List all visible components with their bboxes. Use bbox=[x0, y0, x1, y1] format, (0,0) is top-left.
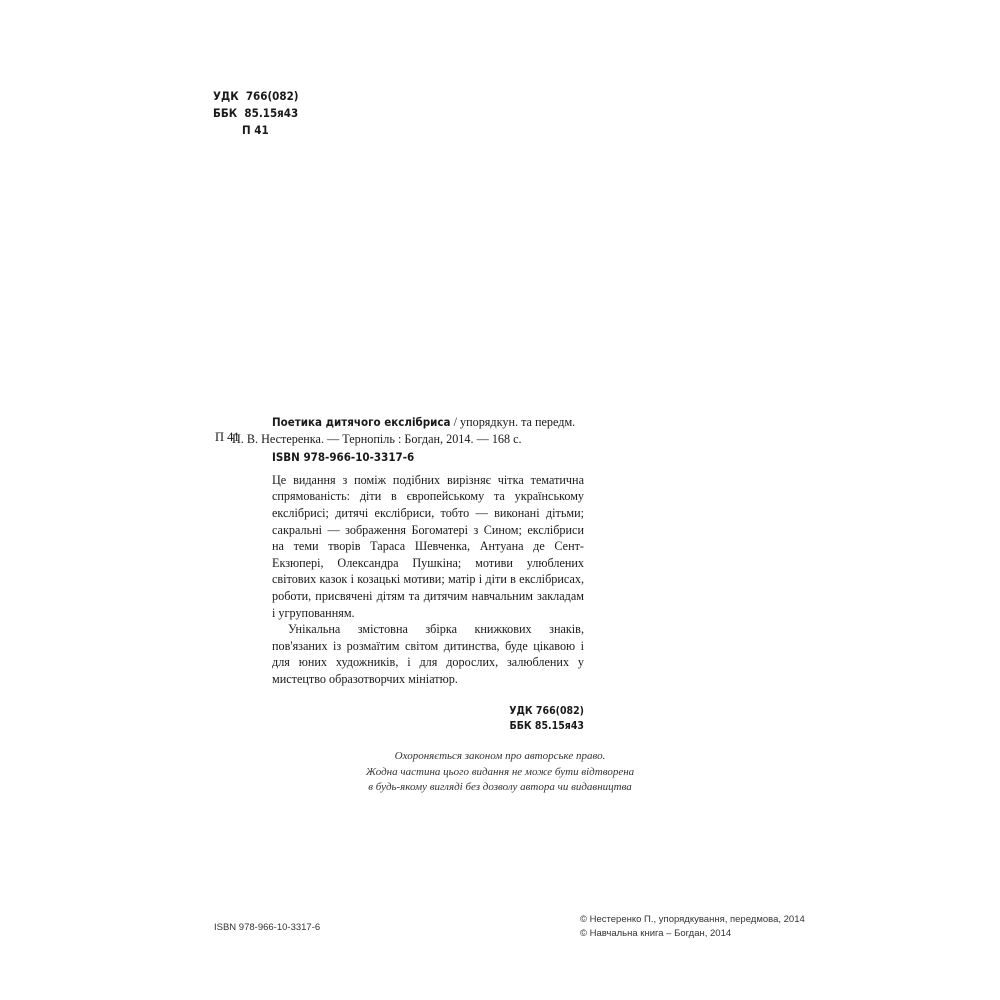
notice-line-1: Охороняється законом про авторське право. bbox=[394, 750, 606, 762]
book-title-responsibility: / упорядкун. та передм. bbox=[450, 415, 576, 429]
footer-isbn: ISBN 978-966-10-3317-6 bbox=[214, 922, 321, 933]
card-udk-code: УДК 766(082) bbox=[509, 704, 584, 717]
card-title-line bbox=[272, 414, 584, 431]
book-title: Поетика дитячого екслібриса bbox=[272, 415, 451, 429]
classification-block bbox=[213, 88, 299, 139]
card-author-sign: П 41 bbox=[215, 430, 240, 444]
card-isbn: ISBN 978-966-10-3317-6 bbox=[272, 450, 415, 465]
annotation-paragraph-1: Це видання з поміж подібних вирізняє чітка тематична спрямованість: діти в європейському та українському екслібрисі; дитячі екслібриси, тобто — виконані дітьми; сакральні — зображення Богоматері з Сином; екслібриси на теми творів Тараса Шевченка, Антуана де Сент-Екзюпері, Олександра Пушкіна; мотиви улюблених світових казок і козацькі мотиви; матір і діти в екслібрисах, роботи, присвячені дітям та дитячим навчальним закладам і угрупованням. bbox=[272, 472, 584, 620]
bbk-code: ББК 85.15я43 bbox=[213, 106, 299, 120]
card-bbk-code: ББК 85.15я43 bbox=[509, 719, 584, 732]
catalogue-card bbox=[232, 414, 584, 734]
author-sign: П 41 bbox=[242, 123, 269, 137]
notice-line-2: Жодна частина цього видання не може бути відтворена bbox=[365, 765, 635, 778]
copyright-compiler: © Нестеренко П., упорядкування, передмова, 2014 bbox=[580, 914, 805, 925]
annotation-paragraph-2: Унікальна змістовна збірка книжкових знаків, пов'язаних із розмаїтим світом дитинства, буде цікавою і для юних художників, і для дорослих, залюблених у мистецтво образотворчих мініатюр. bbox=[272, 622, 584, 686]
copyright-notice bbox=[300, 749, 700, 796]
card-end-codes bbox=[272, 704, 584, 734]
notice-line-3: в будь-якому вигляді без дозволу автора чи видавництва bbox=[368, 781, 632, 793]
copyright-publisher: © Навчальна книга – Богдан, 2014 bbox=[580, 928, 732, 939]
udk-code: УДК 766(082) bbox=[213, 89, 299, 103]
footer-copyrights bbox=[580, 913, 805, 941]
book-imprint: П. В. Нестеренка. — Тернопіль : Богдан, 2014. — 168 с. bbox=[232, 431, 522, 446]
